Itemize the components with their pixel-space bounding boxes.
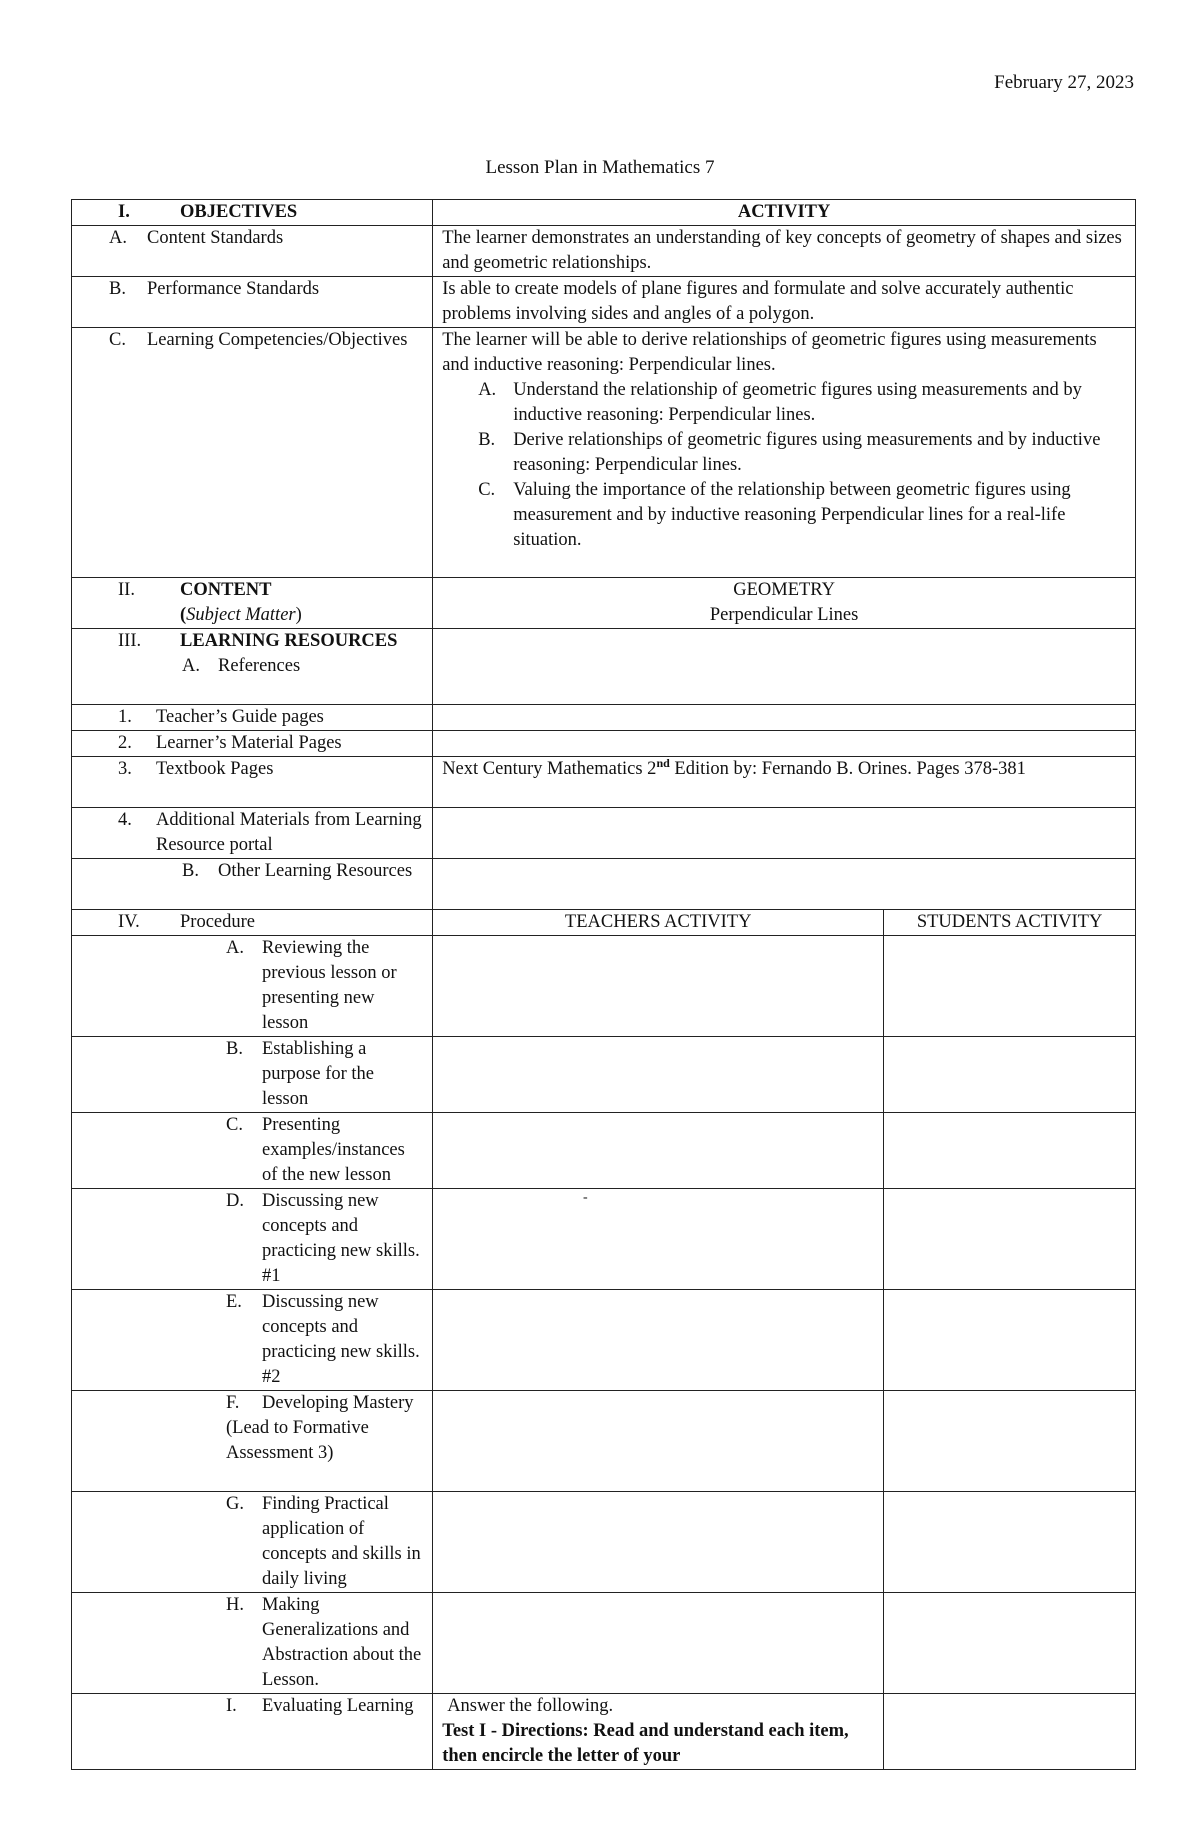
objective-row-content-standards: A. Content Standards The learner demonstrates an understanding of key concepts of geometry of shapes and sizes and geometric relationships. [72, 226, 1136, 277]
procedure-row: G. Finding Practical application of concepts and skills in daily living [72, 1492, 1136, 1593]
resource-row-teachers-guide: 1. Teacher’s Guide pages [72, 705, 1136, 731]
procedure-row: F. Developing Mastery (Lead to Formative Assessment 3) [72, 1391, 1136, 1492]
document-date: February 27, 2023 [994, 72, 1134, 93]
list-item: C. Valuing the importance of the relationship between geometric figures using measurement and by inductive reasoning Perpendicular lines for a real-life situation. [478, 480, 1071, 550]
objective-row-competencies: C. Learning Competencies/Objectives The learner will be able to derive relationships of geometric figures using measurements and inductive reasoning: Perpendicular lines. A. Understand the relationship of geometric figures using measurements and by inductive reasoning: Perpendicular lines. B. Derive relationships of geometric figures using measurements and by inductive reasoning: Perpendicular lines. C. Valuing the importance of the relationship between geometric figures using measurement and by inductive reasoning Perpendicular lines for a real-life situation. [72, 328, 1136, 578]
evaluation-test-directions: Test I - Directions: Read and understand each item, then encircle the letter of your [442, 1721, 849, 1766]
competencies-cell [433, 328, 1136, 578]
list-item: B. Derive relationships of geometric figures using measurements and by inductive reasoning: Perpendicular lines. [478, 430, 1101, 475]
content-label: CONTENT [180, 580, 272, 600]
competencies-sub-list [442, 378, 1126, 553]
subject-matter-label: Subject Matter [186, 605, 296, 625]
list-item: A. Understand the relationship of geometric figures using measurements and by inductive reasoning: Perpendicular lines. [478, 380, 1082, 425]
resource-row-textbook: 3. Textbook Pages Next Century Mathematics 2nd Edition by: Fernando B. Orines. Pages 378-381 [72, 757, 1136, 808]
references-label: References [218, 656, 301, 676]
lesson-plan-table [71, 199, 1136, 1770]
procedure-row: A. Reviewing the previous lesson or presenting new lesson [72, 936, 1136, 1037]
procedure-row: H. Making Generalizations and Abstraction about the Lesson. [72, 1593, 1136, 1694]
objective-row-performance-standards: B. Performance Standards Is able to create models of plane figures and formulate and solve accurately authentic problems involving sides and angles of a polygon. [72, 277, 1136, 328]
performance-standards-text: Is able to create models of plane figures and formulate and solve accurately authentic problems involving sides and angles of a polygon. [433, 277, 1136, 328]
content-standards-text: The learner demonstrates an understanding of key concepts of geometry of shapes and sizes and geometric relationships. [433, 226, 1136, 277]
resource-row-other: B. Other Learning Resources [72, 859, 1136, 910]
procedure-row: E. Discussing new concepts and practicing new skills. #2 [72, 1290, 1136, 1391]
teachers-activity-heading: TEACHERS ACTIVITY [433, 910, 884, 936]
objectives-heading: I. OBJECTIVES [118, 202, 298, 222]
procedure-label: Procedure [180, 912, 255, 932]
content-subtopic: Perpendicular Lines [709, 605, 859, 625]
procedure-row: D. Discussing new concepts and practicing new skills. #1 [72, 1189, 1136, 1290]
content-topic: GEOMETRY [733, 580, 835, 600]
students-activity-heading: STUDENTS ACTIVITY [884, 910, 1136, 936]
procedure-row: B. Establishing a purpose for the lesson [72, 1037, 1136, 1113]
document-title: Lesson Plan in Mathematics 7 [485, 157, 715, 178]
objectives-header-row [72, 200, 1136, 226]
competencies-text: The learner will be able to derive relationships of geometric figures using measurements and inductive reasoning: Perpendicular lines. [442, 330, 1097, 375]
content-row: II. CONTENT (Subject Matter) GEOMETRY Perpendicular Lines [72, 578, 1136, 629]
resource-row-additional-materials: 4. Additional Materials from Learning Resource portal [72, 808, 1136, 859]
stray-mark: - [583, 1190, 588, 1205]
other-resources-label: Other Learning Resources [218, 861, 413, 881]
procedure-row-evaluation: I. Evaluating Learning Answer the following. Test I - Directions: Read and understand each item, then encircle the letter of your [72, 1694, 1136, 1770]
resource-row-learners-material: 2. Learner’s Material Pages [72, 731, 1136, 757]
textbook-reference: Next Century Mathematics 2nd Edition by: Fernando B. Orines. Pages 378-381 [433, 757, 1136, 808]
resources-label: LEARNING RESOURCES [180, 631, 398, 651]
procedure-header-row: IV. Procedure TEACHERS ACTIVITY STUDENTS ACTIVITY [72, 910, 1136, 936]
resources-row: III. LEARNING RESOURCES A. References [72, 629, 1136, 705]
procedure-row: C. Presenting examples/instances of the new lesson [72, 1113, 1136, 1189]
evaluation-intro: Answer the following. [447, 1696, 614, 1716]
activity-heading: ACTIVITY [433, 200, 1136, 226]
